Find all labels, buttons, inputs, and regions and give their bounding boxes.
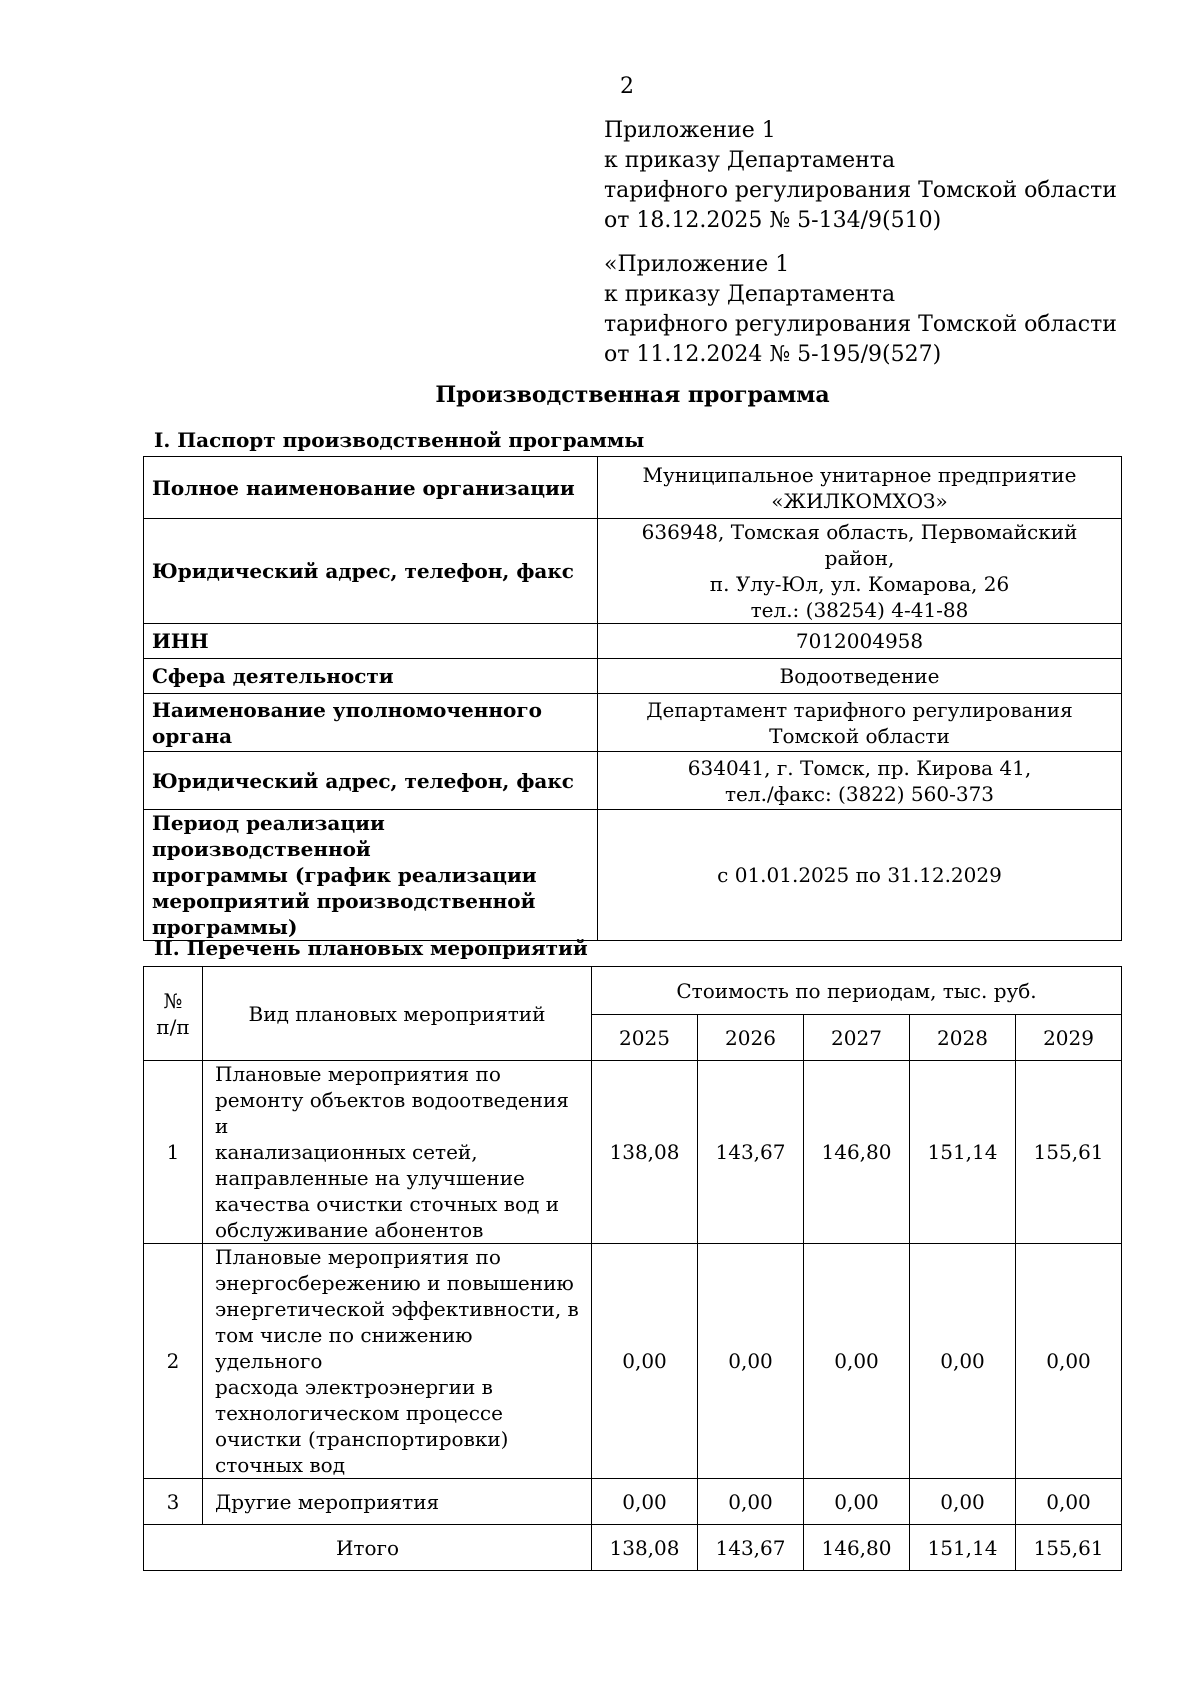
row-num: 3 [144, 1479, 203, 1525]
header-row [144, 967, 1122, 1015]
header-year: 2029 [1016, 1015, 1122, 1061]
annex-line: тарифного регулирования Томской области [604, 178, 1117, 203]
row-value: 0,00 [698, 1479, 804, 1525]
row-value: 0,00 [804, 1244, 910, 1479]
total-label: Итого [144, 1525, 592, 1571]
passport-label: Период реализации производственной программы (график реализации мероприятий производственной программы) [144, 810, 598, 941]
table-row [144, 1479, 1122, 1525]
row-value: 0,00 [910, 1479, 1016, 1525]
passport-row [144, 457, 1122, 519]
header-year: 2026 [698, 1015, 804, 1061]
table-row [144, 1061, 1122, 1244]
annex-line: к приказу Департамента [604, 282, 896, 307]
passport-label: ИНН [144, 624, 598, 659]
header-year: 2025 [592, 1015, 698, 1061]
section-1-title: I. Паспорт производственной программы [154, 428, 645, 452]
passport-row [144, 659, 1122, 694]
passport-value: 634041, г. Томск, пр. Кирова 41, тел./факс: (3822) 560-373 [598, 752, 1122, 810]
header-year: 2028 [910, 1015, 1016, 1061]
row-value: 143,67 [698, 1061, 804, 1244]
row-value: 151,14 [910, 1061, 1016, 1244]
header-cost: Стоимость по периодам, тыс. руб. [592, 967, 1122, 1015]
document-title: Производственная программа [435, 382, 830, 408]
row-value: 155,61 [1016, 1061, 1122, 1244]
row-value: 0,00 [804, 1479, 910, 1525]
passport-value: с 01.01.2025 по 31.12.2029 [598, 810, 1122, 941]
total-value: 138,08 [592, 1525, 698, 1571]
total-value: 151,14 [910, 1525, 1016, 1571]
header-activity: Вид плановых мероприятий [203, 967, 592, 1061]
table-row [144, 1244, 1122, 1479]
passport-value: Водоотведение [598, 659, 1122, 694]
row-desc: Другие мероприятия [203, 1479, 592, 1525]
row-desc: Плановые мероприятия по ремонту объектов водоотведения и канализационных сетей, направленные на улучшение качества очистки сточных вод и обслуживание абонентов [203, 1061, 592, 1244]
row-value: 0,00 [910, 1244, 1016, 1479]
row-value: 146,80 [804, 1061, 910, 1244]
row-num: 2 [144, 1244, 203, 1479]
passport-value: 7012004958 [598, 624, 1122, 659]
passport-value: Департамент тарифного регулирования Томской области [598, 694, 1122, 752]
passport-label: Наименование уполномоченного органа [144, 694, 598, 752]
section-2-title: II. Перечень плановых мероприятий [154, 936, 588, 960]
annex-line: тарифного регулирования Томской области [604, 312, 1117, 337]
row-value: 0,00 [1016, 1244, 1122, 1479]
passport-row [144, 694, 1122, 752]
passport-label: Юридический адрес, телефон, факс [144, 519, 598, 624]
total-value: 143,67 [698, 1525, 804, 1571]
passport-row [144, 752, 1122, 810]
page-number: 2 [620, 74, 634, 99]
row-value: 0,00 [592, 1479, 698, 1525]
annex-line: от 11.12.2024 № 5-195/9(527) [604, 342, 942, 367]
annex-header-previous [604, 250, 1164, 370]
activities-table [143, 966, 1122, 1571]
row-value: 0,00 [1016, 1479, 1122, 1525]
row-value: 0,00 [592, 1244, 698, 1479]
passport-table [143, 456, 1122, 941]
row-desc: Плановые мероприятия по энергосбережению и повышению энергетической эффективности, в том числе по снижению удельного расхода электроэнергии в технологическом процессе очистки (транспортировки) сточных вод [203, 1244, 592, 1479]
row-value: 138,08 [592, 1061, 698, 1244]
passport-value: 636948, Томская область, Первомайский район, п. Улу-Юл, ул. Комарова, 26 тел.: (38254) 4-41-88 [598, 519, 1122, 624]
row-value: 0,00 [698, 1244, 804, 1479]
passport-label: Юридический адрес, телефон, факс [144, 752, 598, 810]
passport-value: Муниципальное унитарное предприятие «ЖИЛКОМХОЗ» [598, 457, 1122, 519]
passport-label: Полное наименование организации [144, 457, 598, 519]
annex-line: от 18.12.2025 № 5-134/9(510) [604, 208, 942, 233]
total-row [144, 1525, 1122, 1571]
passport-row [144, 810, 1122, 941]
passport-label: Сфера деятельности [144, 659, 598, 694]
row-num: 1 [144, 1061, 203, 1244]
annex-line: Приложение 1 [604, 118, 776, 143]
annex-line: к приказу Департамента [604, 148, 896, 173]
total-value: 146,80 [804, 1525, 910, 1571]
total-value: 155,61 [1016, 1525, 1122, 1571]
passport-row [144, 624, 1122, 659]
header-year: 2027 [804, 1015, 910, 1061]
annex-header-current [604, 116, 1164, 236]
header-num: № п/п [144, 967, 203, 1061]
passport-row [144, 519, 1122, 624]
annex-line: «Приложение 1 [604, 252, 790, 277]
